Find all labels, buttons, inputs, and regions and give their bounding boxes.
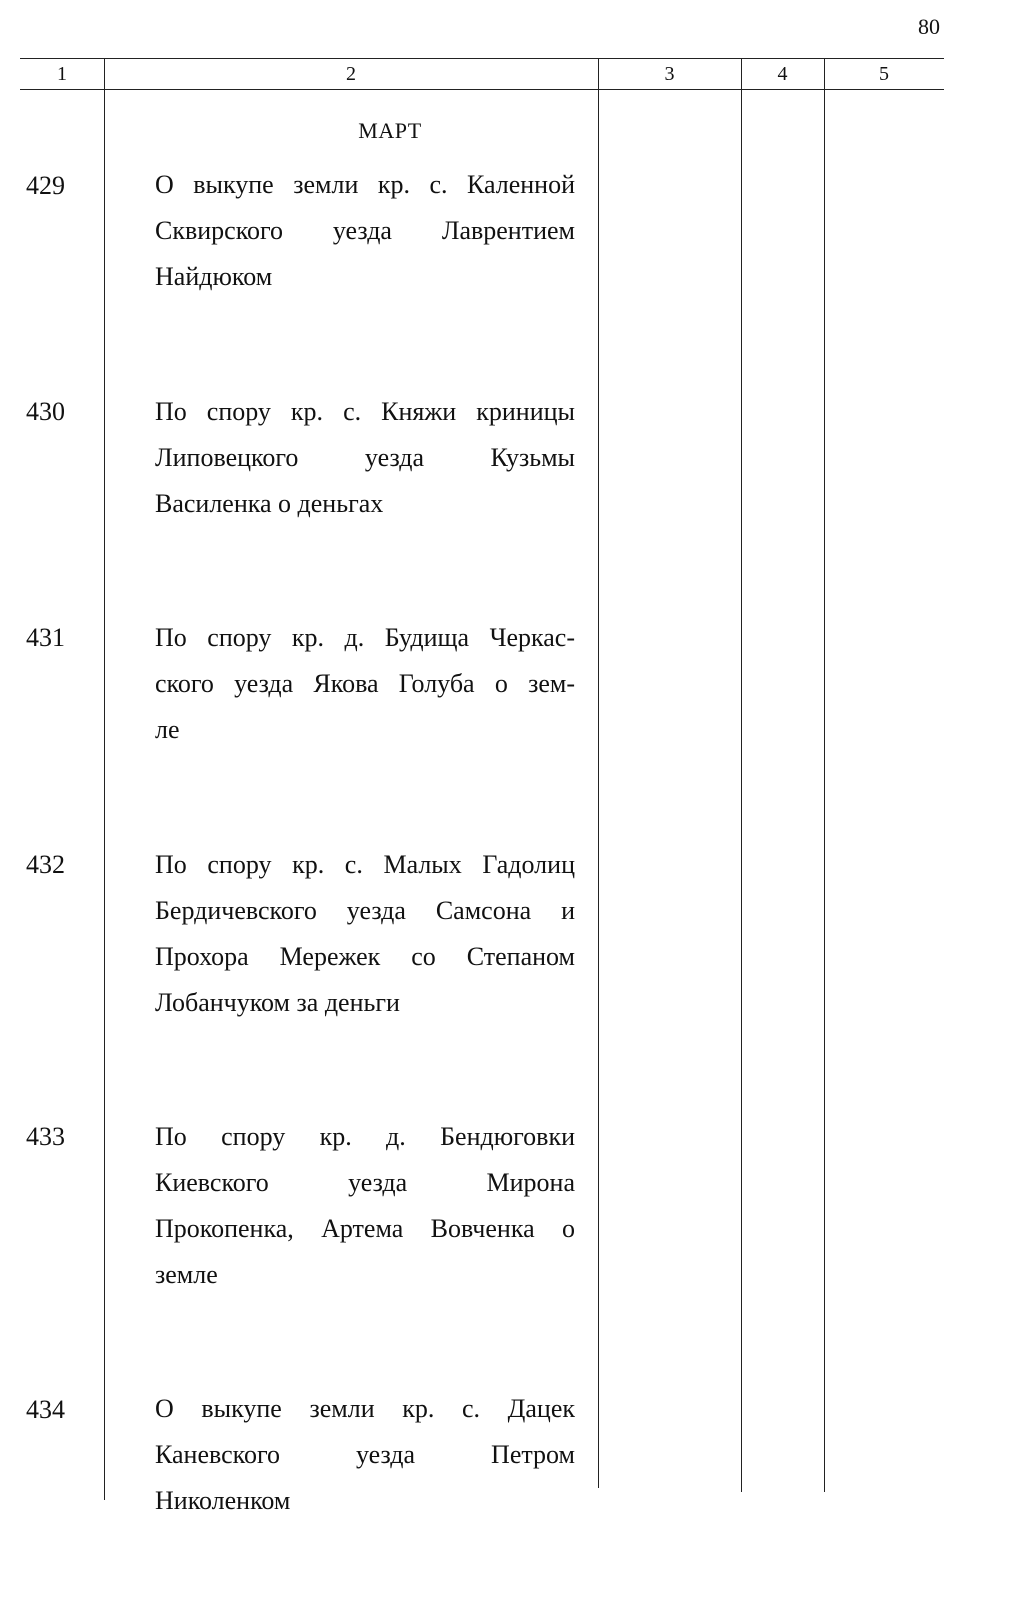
entry-number: 434	[26, 1395, 65, 1424]
column-header-2: 2	[346, 63, 356, 85]
entry-line: Прокопенка, Артема Вовченка о	[155, 1214, 575, 1243]
entry-line: Сквирского уезда Лаврентием	[155, 216, 575, 245]
section-title: МАРТ	[358, 118, 422, 143]
entry-number: 429	[26, 171, 65, 200]
entry-number: 430	[26, 397, 65, 426]
column-header-4: 4	[777, 63, 788, 85]
entry-description	[155, 1114, 575, 1298]
entry-line: Липовецкого уезда Кузьмы	[155, 443, 575, 472]
entry-line: земле	[155, 1260, 218, 1289]
entry-line: Николенком	[155, 1486, 291, 1515]
entry-line: О выкупе земли кр. с. Дацек	[155, 1394, 575, 1423]
entry-description	[155, 615, 575, 753]
entry-line: ле	[155, 715, 180, 744]
entry-line: Василенка о деньгах	[155, 489, 384, 518]
column-divider-4	[824, 58, 825, 1492]
column-header-1: 1	[57, 63, 67, 85]
entry-line: По спору кр. с. Княжи криницы	[155, 397, 575, 426]
column-header-3: 3	[664, 63, 675, 85]
page-number: 80	[918, 14, 940, 39]
entry-description	[155, 389, 575, 527]
entry-description	[155, 1386, 575, 1524]
column-divider-3	[741, 58, 742, 1492]
column-divider-2	[598, 58, 599, 1488]
entry-line: По спору кр. д. Будища Черкас-	[155, 623, 575, 652]
entry-line: ского уезда Якова Голуба о зем-	[155, 669, 575, 698]
entry-description	[155, 842, 575, 1026]
entry-number: 432	[26, 850, 65, 879]
entry-number: 433	[26, 1122, 65, 1151]
entry-line: Каневского уезда Петром	[155, 1440, 575, 1469]
entry-line: Киевского уезда Мирона	[155, 1168, 575, 1197]
entry-line: Найдюком	[155, 262, 273, 291]
entry-number: 431	[26, 623, 65, 652]
column-divider-1	[104, 58, 105, 1500]
entry-line: По спору кр. с. Малых Гадолиц	[155, 850, 575, 879]
entry-description	[155, 162, 575, 300]
entry-line: Лобанчуком за деньги	[155, 988, 400, 1017]
entry-line: По спору кр. д. Бендюговки	[155, 1122, 575, 1151]
entry-line: Бердичевского уезда Самсона и	[155, 896, 575, 925]
entry-line: Прохора Мережек со Степаном	[155, 942, 575, 971]
column-header-5: 5	[879, 63, 889, 85]
table-top-rule	[20, 58, 944, 59]
table-header-rule	[20, 89, 944, 90]
entry-line: О выкупе земли кр. с. Каленной	[155, 170, 575, 199]
